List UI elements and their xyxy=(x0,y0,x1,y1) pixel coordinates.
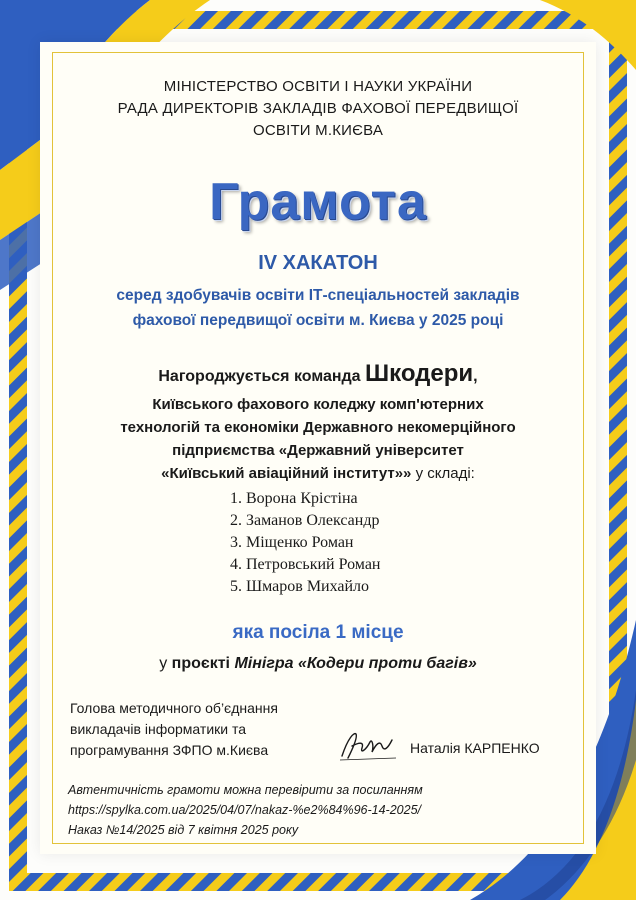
ministry-header xyxy=(0,76,636,142)
list-item: 4. Петровський Роман xyxy=(230,556,381,573)
list-item: 2. Заманов Олександр xyxy=(230,512,380,529)
college-line-4: «Київський авіаційний інститут»» xyxy=(161,465,412,482)
list-item: 3. Міщенко Роман xyxy=(230,534,354,551)
event-name: IV ХАКАТОН xyxy=(258,252,378,274)
signatory-line-3: програмування ЗФПО м.Києва xyxy=(70,742,269,758)
signatory-position xyxy=(70,698,278,761)
college-line-1: Київського фахового коледжу комп'ютерних xyxy=(152,396,484,413)
college-line-3: підприємства «Державний університет xyxy=(172,442,464,459)
event-subtitle xyxy=(0,283,636,333)
handwritten-signature xyxy=(338,728,398,762)
signatory-line-1: Голова методичного об’єднання xyxy=(70,700,278,716)
ministry-line-3: ОСВІТИ М.КИЄВА xyxy=(252,122,384,139)
team-name: Шкодери xyxy=(365,360,474,387)
subtitle-line-2: фахової передвищої освіти м. Києва у 2025 році xyxy=(132,312,504,329)
college-line-2: технологій та економіки Державного некомерційного xyxy=(120,419,516,436)
verification-link[interactable]: https://spylka.com.ua/2025/04/07/nakaz-%e2%84%96-14-2025/ xyxy=(68,803,422,817)
award-line xyxy=(0,360,636,388)
authenticity-note xyxy=(68,780,423,840)
ministry-line-1: МІНІСТЕРСТВО ОСВІТИ І НАУКИ УКРАЇНИ xyxy=(163,78,473,95)
award-suffix: , xyxy=(473,368,478,385)
list-item: 1. Ворона Крістіна xyxy=(230,490,358,507)
signatory-line-2: викладачів інформатики та xyxy=(70,721,247,737)
project-line xyxy=(0,655,636,673)
ministry-line-2: РАДА ДИРЕКТОРІВ ЗАКЛАДІВ ФАХОВОЇ ПЕРЕДВИЩОЇ xyxy=(117,100,519,117)
composition-label: у складі: xyxy=(411,465,475,482)
signatory-name: Наталія КАРПЕНКО xyxy=(410,740,540,756)
note-line-1: Автентичність грамоти можна перевірити за посиланням xyxy=(68,783,423,797)
team-members-list xyxy=(230,488,380,598)
college-info xyxy=(0,393,636,485)
list-item: 5. Шмаров Михайло xyxy=(230,578,370,595)
certificate-title: Грамота xyxy=(209,173,427,231)
place-line: яка посіла 1 місце xyxy=(232,622,404,643)
subtitle-line-1: серед здобувачів освіти ІТ-спеціальностей закладів xyxy=(116,287,520,304)
order-reference: Наказ №14/2025 від 7 квітня 2025 року xyxy=(68,823,299,837)
project-label: проєкті xyxy=(171,655,235,672)
project-prefix: у xyxy=(159,655,172,672)
award-prefix: Нагороджується команда xyxy=(158,368,366,385)
project-title: Мінігра «Кодери проти багів» xyxy=(234,655,477,672)
